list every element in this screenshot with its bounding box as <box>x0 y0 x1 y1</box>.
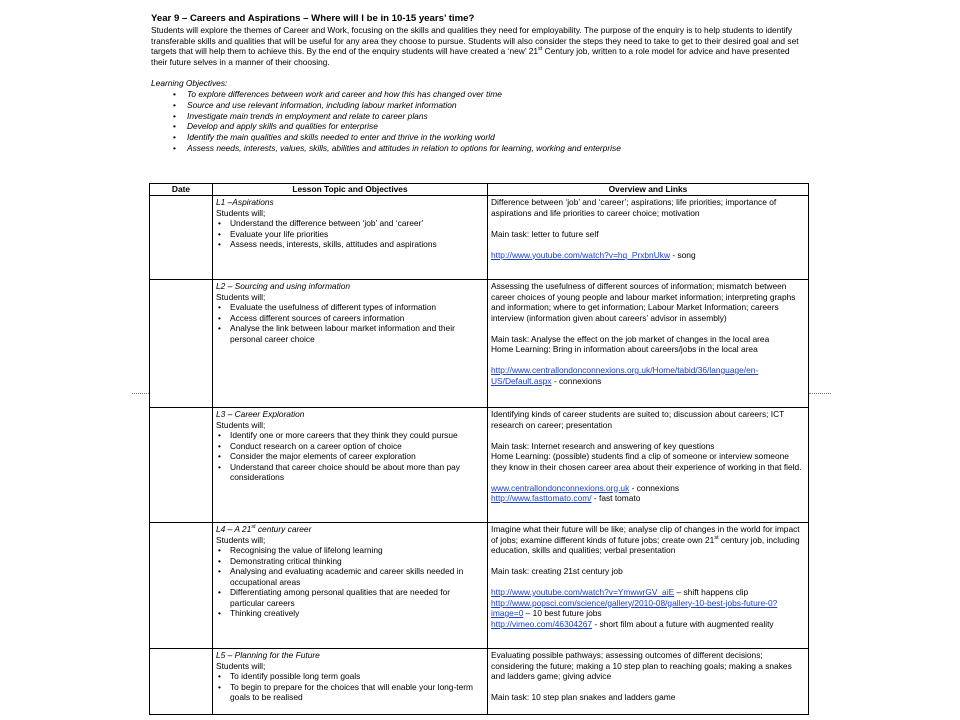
table-row <box>150 196 809 280</box>
table-row <box>150 408 809 523</box>
superscript: st <box>538 46 543 53</box>
date-cell <box>150 196 213 280</box>
overview-cell <box>488 196 809 280</box>
page-break-marker-left <box>132 393 149 394</box>
overview-text-part: century job, including education, skills and qualities; verbal presentation <box>491 534 800 555</box>
header-lesson: Lesson Topic and Objectives <box>213 184 488 196</box>
students-will-label: Students will; <box>216 419 266 430</box>
resource-link-row <box>491 598 805 619</box>
students-will-label: Students will; <box>216 291 266 302</box>
resource-link[interactable]: http://www.fasttomato.com/ <box>491 493 592 503</box>
students-will-label: Students will; <box>216 534 266 545</box>
overview-text-part: Imagine what their future will be like; analyse clip of changes in the world for impact of jobs; examine different kinds of future jobs; create own 21 <box>491 524 800 545</box>
header-overview: Overview and Links <box>488 184 809 196</box>
link-description: - fast tomato <box>591 493 641 503</box>
intro-paragraph <box>151 25 806 67</box>
overview-cell <box>488 523 809 649</box>
objective-item: • Differentiating among personal qualities that are needed for particular careers <box>216 587 484 608</box>
objective-item: • Understand the difference between ‘job’ and ‘career’ <box>216 218 484 229</box>
table-row <box>150 649 809 715</box>
link-description: - song <box>670 249 696 260</box>
learning-objective: • Identify the main qualities and skills needed to enter and thrive in the working world <box>173 132 806 143</box>
table-row <box>150 280 809 408</box>
resource-link[interactable]: http://vimeo.com/46304267 <box>491 618 593 629</box>
lesson-cell <box>213 523 488 649</box>
resource-link[interactable]: http://www.youtube.com/watch?v=YmwwrGV_aiE <box>491 587 675 597</box>
intro-line: take to get to their desired goal and set targets that will help them to achieve this. By the end of the enquiry students will have created a ‘new’ 21 <box>151 35 799 57</box>
resource-link-row <box>491 587 805 598</box>
students-will-label: Students will; <box>216 660 266 671</box>
overview-text <box>491 524 805 556</box>
lesson-title-text: century career <box>255 524 312 534</box>
date-cell <box>150 408 213 523</box>
objective-item: • Evaluate the usefulness of different types of information <box>216 302 484 313</box>
objective-item: • Analyse the link between labour market information and their personal career choice <box>216 323 484 344</box>
learning-objectives-list <box>151 89 806 154</box>
document-header <box>151 13 806 154</box>
document-title: Year 9 – Careers and Aspirations – Where will I be in 10-15 years’ time? <box>151 13 475 24</box>
resource-link-row <box>491 483 805 494</box>
objective-item: • Access different sources of careers information <box>216 313 484 324</box>
header-date: Date <box>150 184 213 196</box>
overview-text: Identifying kinds of career students are suited to; discussion about careers; ICT research on career; presentation <box>491 409 785 430</box>
lesson-title: L2 – Sourcing and using information <box>216 281 351 291</box>
learning-objective: • Source and use relevant information, including labour market information <box>173 100 806 111</box>
main-task: Main task: Analyse the effect on the job market of changes in the local area <box>491 333 770 344</box>
objectives-list <box>216 545 484 619</box>
resource-link[interactable]: http://www.centrallondonconnexions.org.uk/Home/tabid/36/language/en-US/Default.aspx <box>491 365 759 386</box>
objective-item: • Conduct research on a career option of choice <box>216 441 484 452</box>
objective-item: • Identify one or more careers that they think they could pursue <box>216 430 484 441</box>
intro-line: Century job, <box>542 46 590 57</box>
resource-link-row <box>491 619 805 630</box>
lesson-title-text: L4 – A 21 <box>216 524 252 534</box>
lesson-cell <box>213 649 488 715</box>
main-task: Main task: Internet research and answering of key questions <box>491 440 715 451</box>
learning-objective: • Develop and apply skills and qualities for enterprise <box>173 121 806 132</box>
objectives-list <box>216 671 484 703</box>
objectives-list <box>216 430 484 483</box>
resource-link[interactable]: www.centrallondonconnexions.org.uk <box>491 482 630 493</box>
objective-item: • Assess needs, interests, skills, attitudes and aspirations <box>216 239 484 250</box>
learning-objective: • Assess needs, interests, values, skills, abilities and attitudes in relation to options for learning, working and enterprise <box>173 143 806 154</box>
resource-link[interactable]: http://www.popsci.com/science/gallery/2010-08/gallery-10-best-jobs-future-0?image=0 <box>491 597 778 618</box>
link-description: – 10 best future jobs <box>523 608 602 618</box>
main-task: Main task: 10 step plan snakes and ladders game <box>491 692 676 702</box>
link-description: - connexions <box>551 375 602 386</box>
lesson-cell <box>213 196 488 280</box>
date-cell <box>150 649 213 715</box>
lesson-plan-table <box>149 183 809 715</box>
overview-cell <box>488 649 809 715</box>
objectives-list <box>216 218 484 250</box>
superscript: st <box>251 524 256 531</box>
objective-item: • To identify possible long term goals <box>216 671 484 682</box>
overview-text: Assessing the usefulness of different sources of information; mismatch between career choices of young people and labour market information; interpreting graphs and information; where to get information; Labour Market Information; careers interview (information given about careers’ advisor in assembly) <box>491 281 796 323</box>
superscript: st <box>714 534 719 541</box>
intro-line: written to a role model for advice and have presented their future selves in a manner of their choosing. <box>151 46 790 67</box>
link-description: - short film about a future with augmented reality <box>592 618 774 629</box>
table-row <box>150 523 809 649</box>
main-task: Main task: letter to future self <box>491 228 599 239</box>
lesson-title: L1 –Aspirations <box>216 197 274 207</box>
resource-link-row <box>491 365 805 386</box>
objective-item: • Understand that career choice should be about more than pay considerations <box>216 462 484 483</box>
intro-line: students to identify transferable skills and qualities that will be useful for any area they choose to pursue. Students will also consider the steps they need to <box>151 25 793 46</box>
students-will-label: Students will; <box>216 207 266 218</box>
main-task: Main task: creating 21st century job <box>491 566 623 576</box>
objective-item: • Analysing and evaluating academic and career skills needed in occupational areas <box>216 566 484 587</box>
home-learning: Home Learning: (possible) students find a clip of someone or interview someone they know in their chosen career area about their experience of working in that field. <box>491 451 802 472</box>
home-learning: Home Learning: Bring in information about careers/jobs in the local area <box>491 344 758 354</box>
resource-link[interactable]: http://www.youtube.com/watch?v=hq_PrxbnUkw <box>491 249 670 260</box>
date-cell <box>150 280 213 408</box>
resource-link-row <box>491 250 805 261</box>
overview-text: Evaluating possible pathways; assessing outcomes of different decisions; considering the future; making a 10 step plan to reaching goals; making a snakes and ladders game; giving advice <box>491 650 792 681</box>
objective-item: • Consider the major elements of career exploration <box>216 451 484 462</box>
objective-item: • Recognising the value of lifelong learning <box>216 545 484 556</box>
learning-objectives-heading: Learning Objectives: <box>151 78 228 89</box>
objective-item: • Evaluate your life priorities <box>216 229 484 240</box>
learning-objective: • To explore differences between work and career and how this has changed over time <box>173 89 806 100</box>
objective-item: • To begin to prepare for the choices that will enable your long-term goals to be realised <box>216 682 484 703</box>
lesson-title: L3 – Career Exploration <box>216 409 305 419</box>
intro-line: Students will explore the themes of Career and Work, focusing on the skills and qualities they need for employability. The purpose of the enquiry is to help <box>151 25 720 35</box>
overview-cell <box>488 280 809 408</box>
learning-objective: • Investigate main trends in employment and relate to career plans <box>173 111 806 122</box>
objectives-list <box>216 302 484 344</box>
page-break-marker-right <box>809 393 831 394</box>
date-cell <box>150 523 213 649</box>
lesson-cell <box>213 280 488 408</box>
overview-cell <box>488 408 809 523</box>
lesson-title: L5 – Planning for the Future <box>216 650 320 660</box>
overview-text: Difference between ‘job’ and ‘career’; aspirations; life priorities; importance of aspirations and life priorities to career choice; motivation <box>491 197 777 218</box>
objective-item: • Demonstrating critical thinking <box>216 556 484 567</box>
link-description: – shift happens clip <box>674 587 749 597</box>
link-description: - connexions <box>629 482 680 493</box>
lesson-cell <box>213 408 488 523</box>
lesson-title <box>216 524 484 535</box>
objective-item: • Thinking creatively <box>216 608 484 619</box>
resource-link-row <box>491 493 805 504</box>
